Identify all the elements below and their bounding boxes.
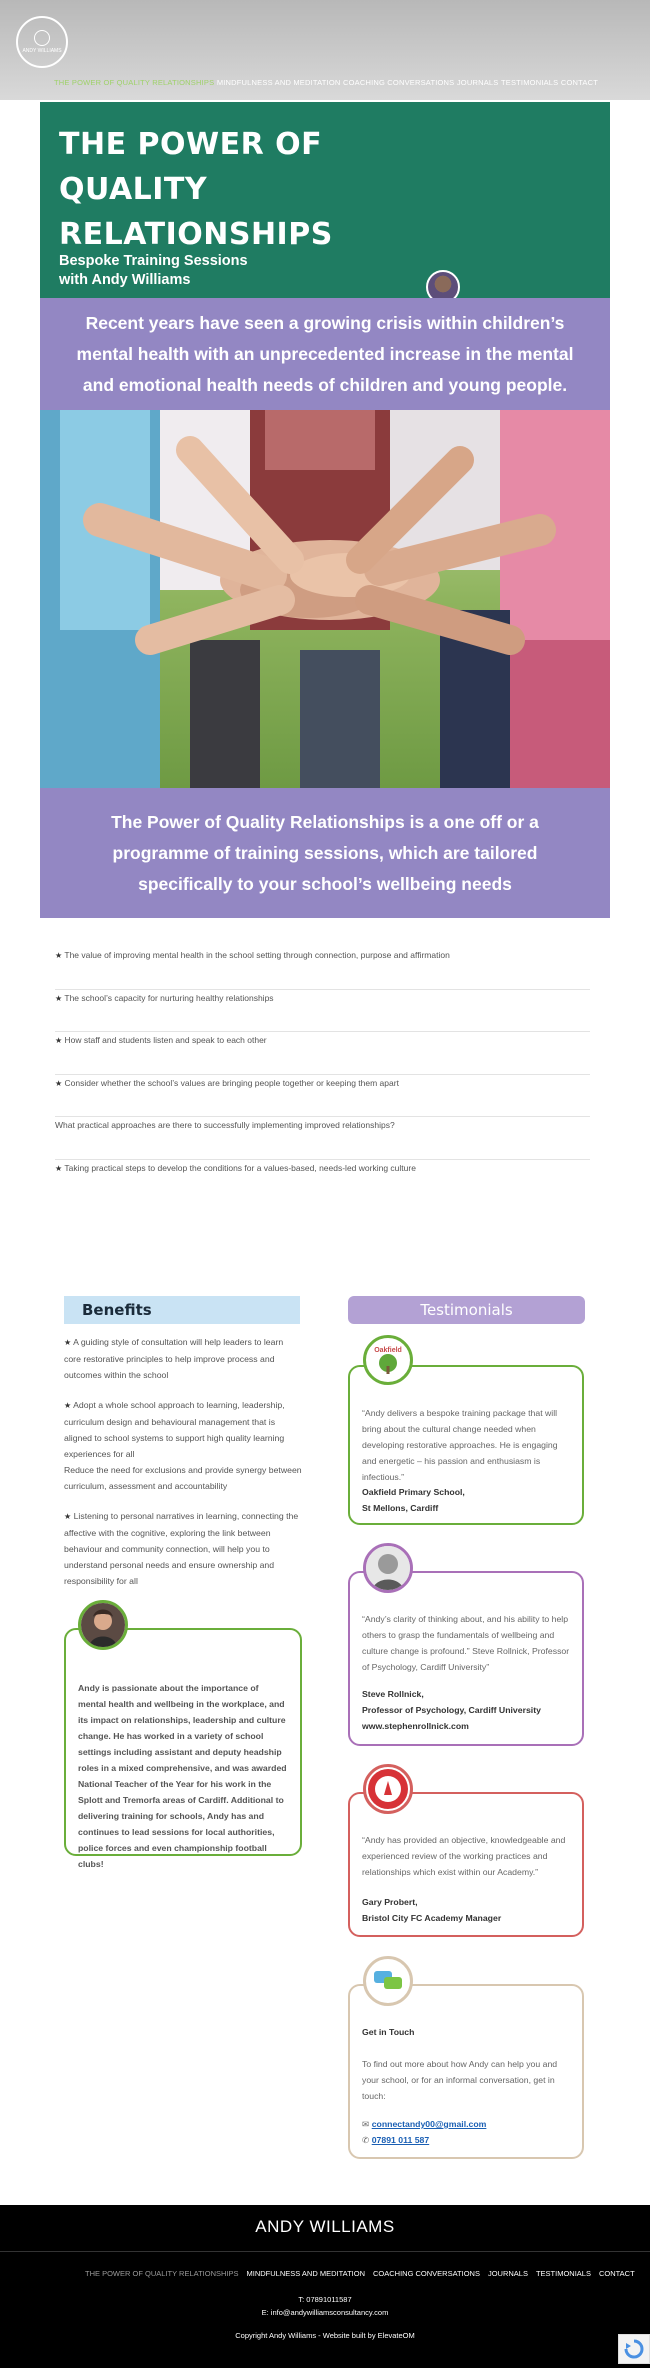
logo-text: ANDY WILLIAMS xyxy=(22,48,62,54)
nav-item-contact[interactable]: CONTACT xyxy=(560,78,598,87)
phone-icon: ✆ xyxy=(362,2135,370,2145)
footer-email[interactable]: E: info@andywilliamsconsultancy.com xyxy=(261,2308,389,2317)
list-item-text: Consider whether the school’s values are bringing people together or keeping them apart xyxy=(64,1077,399,1088)
nav-item-coaching[interactable]: COACHING CONVERSATIONS xyxy=(343,78,455,87)
footer-nav xyxy=(85,2269,635,2278)
hero-subtitle-line: with Andy Williams xyxy=(59,272,191,288)
testimonial-card xyxy=(348,1792,584,1937)
footer-nav-testimonials[interactable]: TESTIMONIALS xyxy=(535,2269,591,2278)
oakfield-logo-text: Oakfield xyxy=(374,1347,402,1354)
nav-item-mindfulness[interactable]: MINDFULNESS AND MEDITATION xyxy=(216,78,341,87)
hero-title-line: RELATIONSHIPS xyxy=(59,217,333,252)
testimonial-author: Gary Probert, xyxy=(362,1897,418,1907)
bristol-city-crest-icon xyxy=(363,1764,413,1814)
star-icon: ★ xyxy=(64,1401,72,1410)
testimonial-card xyxy=(348,1571,584,1746)
benefit-text: A guiding style of consultation will help leaders to learn core restorative principles to help improve process and outcomes within the school xyxy=(64,1337,284,1380)
hero-subtitle-line: Bespoke Training Sessions xyxy=(59,253,248,269)
list-item xyxy=(55,990,590,1033)
benefit-extra-text: Reduce the need for exclusions and provide synergy between curriculum, assessment and accountability xyxy=(64,1465,302,1491)
star-icon: ★ xyxy=(55,993,63,1003)
list-item xyxy=(55,1032,590,1075)
benefit-text: Adopt a whole school approach to learning, leadership, curriculum design and behavioural management that is aligned to school systems to support high quality learning experiences for all xyxy=(64,1400,285,1459)
footer-nav-coaching[interactable]: COACHING CONVERSATIONS xyxy=(372,2269,480,2278)
programme-banner-text: The Power of Quality Relationships is a one off or a programme of training sessions, which are tailored specifically to your school’s wellbeing needs xyxy=(111,811,539,894)
testimonials-heading: Testimonials xyxy=(348,1296,585,1324)
testimonial-org: Bristol City FC Academy Manager xyxy=(362,1913,502,1923)
hero-subtitle xyxy=(59,252,248,290)
footer-phone[interactable]: T: 07891011587 xyxy=(298,2295,352,2304)
footer-nav-power-of-quality-relationships[interactable]: THE POWER OF QUALITY RELATIONSHIPS xyxy=(85,2269,239,2278)
list-item-text: The value of improving mental health in the school setting through connection, purpose and affirmation xyxy=(64,950,450,960)
benefits-list xyxy=(64,1334,302,1603)
hero-title-line: THE POWER OF xyxy=(59,127,323,162)
andy-bio-card xyxy=(64,1628,302,1869)
testimonial-author-block xyxy=(362,1484,572,1516)
list-item xyxy=(55,1075,590,1118)
benefit-item xyxy=(64,1334,302,1383)
star-icon: ★ xyxy=(64,1512,72,1521)
nav-item-testimonials[interactable]: TESTIMONIALS xyxy=(500,78,559,87)
contact-card xyxy=(348,1984,584,2159)
footer-contact-info xyxy=(0,2293,650,2319)
andy-photo xyxy=(78,1600,128,1650)
contact-phone-link[interactable]: 07891 011 587 xyxy=(371,2135,430,2145)
hero-section xyxy=(40,102,610,298)
steve-rollnick-photo xyxy=(363,1543,413,1593)
star-icon: ★ xyxy=(55,1163,63,1173)
envelope-icon: ✉ xyxy=(362,2119,370,2129)
testimonial-url[interactable]: www.stephenrollnick.com xyxy=(362,1721,469,1731)
testimonial-org: St Mellons, Cardiff xyxy=(362,1503,439,1513)
list-item-text: How staff and students listen and speak to each other xyxy=(64,1035,267,1045)
contact-text: To find out more about how Andy can help you and your school, or for an informal conversation, get in touch: xyxy=(362,2059,558,2101)
main-nav xyxy=(54,78,598,87)
contact-heading xyxy=(362,2024,572,2040)
list-item xyxy=(55,1160,590,1203)
footer-name: ANDY WILLIAMS xyxy=(255,2217,395,2236)
crisis-banner xyxy=(40,298,610,410)
chat-bubbles-icon xyxy=(363,1956,413,2006)
andy-bio-text: Andy is passionate about the importance of mental health and wellbeing in the workplace, and its impact on relationships, leadership and culture change. He has worked in a variety of school settings including assistant and deputy headship roles in a mixed comprehensive, and was awarded National Teacher of the Year for his work in the Splott and Tremorfa areas of Cardiff. Additional to delivering training for schools, Andy has and continues to lead sessions for local authorities, police forces and even championship football clubs! xyxy=(78,1683,287,1869)
site-logo[interactable] xyxy=(16,16,68,68)
footer-nav-mindfulness[interactable]: MINDFULNESS AND MEDITATION xyxy=(246,2269,365,2278)
footer-divider xyxy=(0,2251,650,2252)
recaptcha-badge-icon[interactable] xyxy=(618,2334,650,2364)
testimonial-author-block xyxy=(362,1894,572,1926)
crisis-banner-text: Recent years have seen a growing crisis within children’s mental health with an unprecedented increase in the mental and emotional health needs of children and young people. xyxy=(76,312,574,395)
site-footer xyxy=(0,2205,650,2368)
logo-mark-icon xyxy=(34,30,50,46)
hands-together-photo xyxy=(40,410,610,788)
oakfield-logo xyxy=(363,1335,413,1385)
contact-links xyxy=(362,2116,572,2148)
testimonial-quote: “Andy’s clarity of thinking about, and his ability to help others to grasp the fundamentals of wellbeing and culture change is profound.” Steve Rollnick, Professor of Psychology, Cardiff University” xyxy=(362,1614,570,1672)
list-item xyxy=(55,947,590,990)
benefit-item xyxy=(64,1508,302,1589)
benefits-heading: Benefits xyxy=(64,1296,300,1324)
testimonial-author: Steve Rollnick, xyxy=(362,1689,424,1699)
nav-item-journals[interactable]: JOURNALS xyxy=(456,78,499,87)
list-item-text: Taking practical steps to develop the conditions for a values-based, needs-led working culture xyxy=(64,1162,416,1173)
nav-item-power-of-quality-relationships[interactable]: THE POWER OF QUALITY RELATIONSHIPS xyxy=(54,78,215,87)
star-icon: ★ xyxy=(55,951,63,960)
footer-nav-contact[interactable]: CONTACT xyxy=(598,2269,635,2278)
footer-copyright: Copyright Andy Williams - Website built by ElevateOM xyxy=(235,2331,415,2340)
contact-heading-text: Get in Touch xyxy=(362,2027,415,2037)
testimonial-card xyxy=(348,1365,584,1525)
list-item xyxy=(55,1117,590,1160)
benefit-text: Listening to personal narratives in learning, connecting the affective with the cognitive, exploring the link between behaviour and community connection, will help you to understand personal needs and ensure ownership and responsibility for all xyxy=(64,1511,299,1586)
programme-banner xyxy=(40,788,610,918)
testimonial-quote: “Andy has provided an objective, knowledgeable and experienced review of the working practices and relationships which exist within our Academy.” xyxy=(362,1835,566,1877)
testimonial-author: Oakfield Primary School, xyxy=(362,1487,465,1497)
star-icon: ★ xyxy=(55,1078,63,1088)
testimonial-quote: “Andy delivers a bespoke training package that will bring about the cultural change needed when developing restorative approaches. He is engaging and energetic – his passion and enthusiasm is infectious.” xyxy=(362,1408,558,1482)
star-icon: ★ xyxy=(64,1338,72,1347)
list-item-text: What practical approaches are there to successfully implementing improved relationships? xyxy=(55,1120,395,1130)
hero-title xyxy=(59,122,333,257)
footer-nav-journals[interactable]: JOURNALS xyxy=(487,2269,528,2278)
topics-list xyxy=(55,947,590,1202)
star-icon: ★ xyxy=(55,1036,63,1045)
list-item-text: The school’s capacity for nurturing healthy relationships xyxy=(64,992,274,1003)
contact-email-link[interactable]: connectandy00@gmail.com xyxy=(371,2119,487,2129)
testimonial-org: Professor of Psychology, Cardiff University xyxy=(362,1705,541,1715)
testimonial-author-block xyxy=(362,1686,572,1734)
hero-title-line: QUALITY xyxy=(59,172,208,207)
site-header xyxy=(0,0,650,100)
benefit-item xyxy=(64,1397,302,1494)
